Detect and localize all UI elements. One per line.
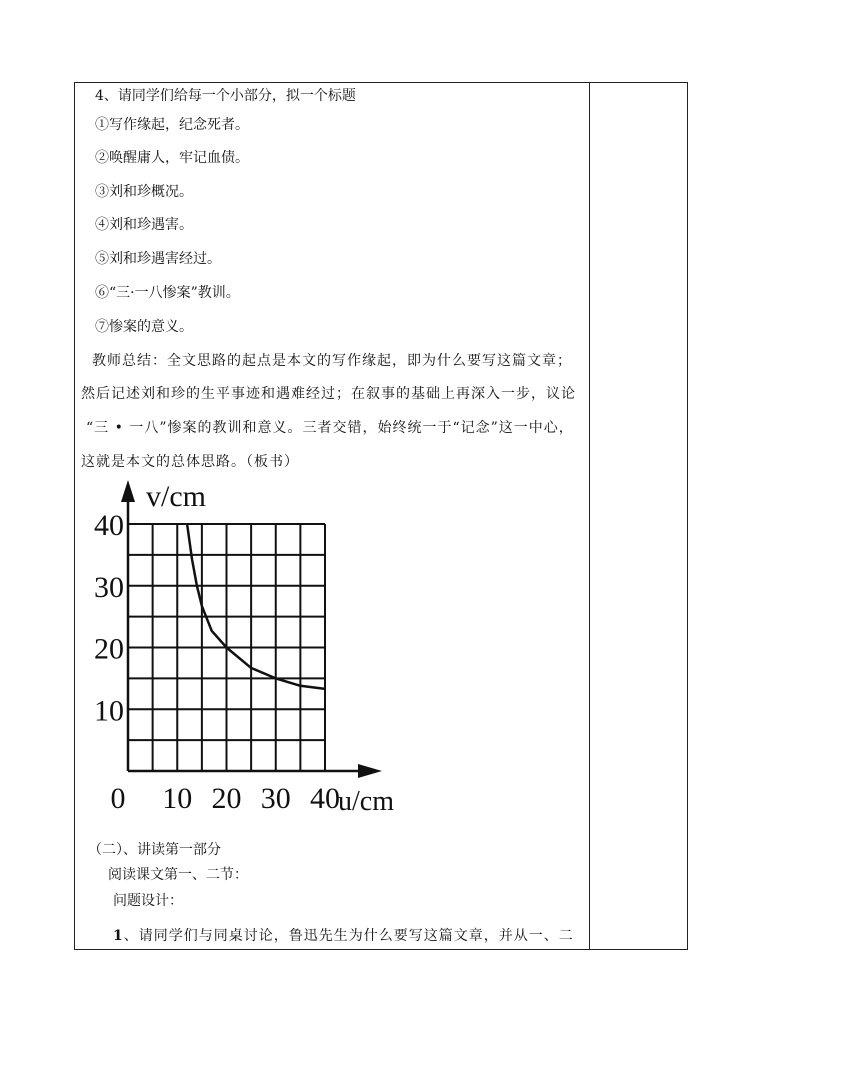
question-design-label: 问题设计： <box>113 893 183 909</box>
reading-instruction: 阅读课文第一、二节： <box>108 867 248 883</box>
title-item-6: ⑥“三·一八惨案”教训。 <box>95 285 240 301</box>
summary-line-1: 教师总结：全文思路的起点是本文的写作缘起，即为什么要写这篇文章； <box>92 353 572 369</box>
lens-chart <box>86 476 406 816</box>
x-axis-title: u/cm <box>338 786 394 816</box>
question-1 <box>113 927 574 945</box>
title-item-4: ④刘和珍遇害。 <box>95 217 193 233</box>
summary-line-2: 然后记述刘和珍的生平事迹和遇难经过；在叙事的基础上再深入一步，议论 <box>81 386 576 402</box>
y-axis-title: v/cm <box>146 480 206 513</box>
summary-line-4: 这就是本文的总体思路。（板书） <box>81 454 299 470</box>
y-axis-arrow <box>121 480 135 502</box>
question-1-number: 1 <box>113 928 124 944</box>
title-item-7: ⑦惨案的意义。 <box>95 319 193 335</box>
title-item-1: ①写作缘起，纪念死者。 <box>95 117 249 133</box>
y-tick-label: 40 <box>94 509 124 542</box>
title-item-2: ②唤醒庸人，牢记血债。 <box>95 150 249 166</box>
question-4: 4、请同学们给每一个小部分，拟一个标题 <box>95 88 356 104</box>
x-tick-label: 30 <box>260 782 291 815</box>
x-tick-label: 0 <box>110 782 126 815</box>
y-tick-label: 20 <box>94 632 124 666</box>
title-item-3: ③刘和珍概况。 <box>95 184 193 200</box>
y-tick-label: 30 <box>94 570 124 604</box>
section-2-heading: （二）、讲读第一部分 <box>88 842 221 858</box>
summary-line-3: “三 • 一八”惨案的教训和意义。三者交错，始终统一于“记念”这一中心， <box>86 420 574 436</box>
v-u-curve <box>187 524 325 689</box>
question-1-text: 、请同学们与同桌讨论，鲁迅先生为什么要写这篇文章，并从一、二 <box>123 928 574 944</box>
title-item-5: ⑤刘和珍遇害经过。 <box>95 251 221 267</box>
column-divider <box>589 83 590 949</box>
x-tick-label: 20 <box>211 782 242 815</box>
x-tick-label: 10 <box>162 782 193 815</box>
x-tick-label: 40 <box>310 782 340 815</box>
x-axis-arrow <box>358 764 382 778</box>
chart-curve-layer <box>187 524 325 689</box>
y-tick-label: 10 <box>94 694 124 728</box>
